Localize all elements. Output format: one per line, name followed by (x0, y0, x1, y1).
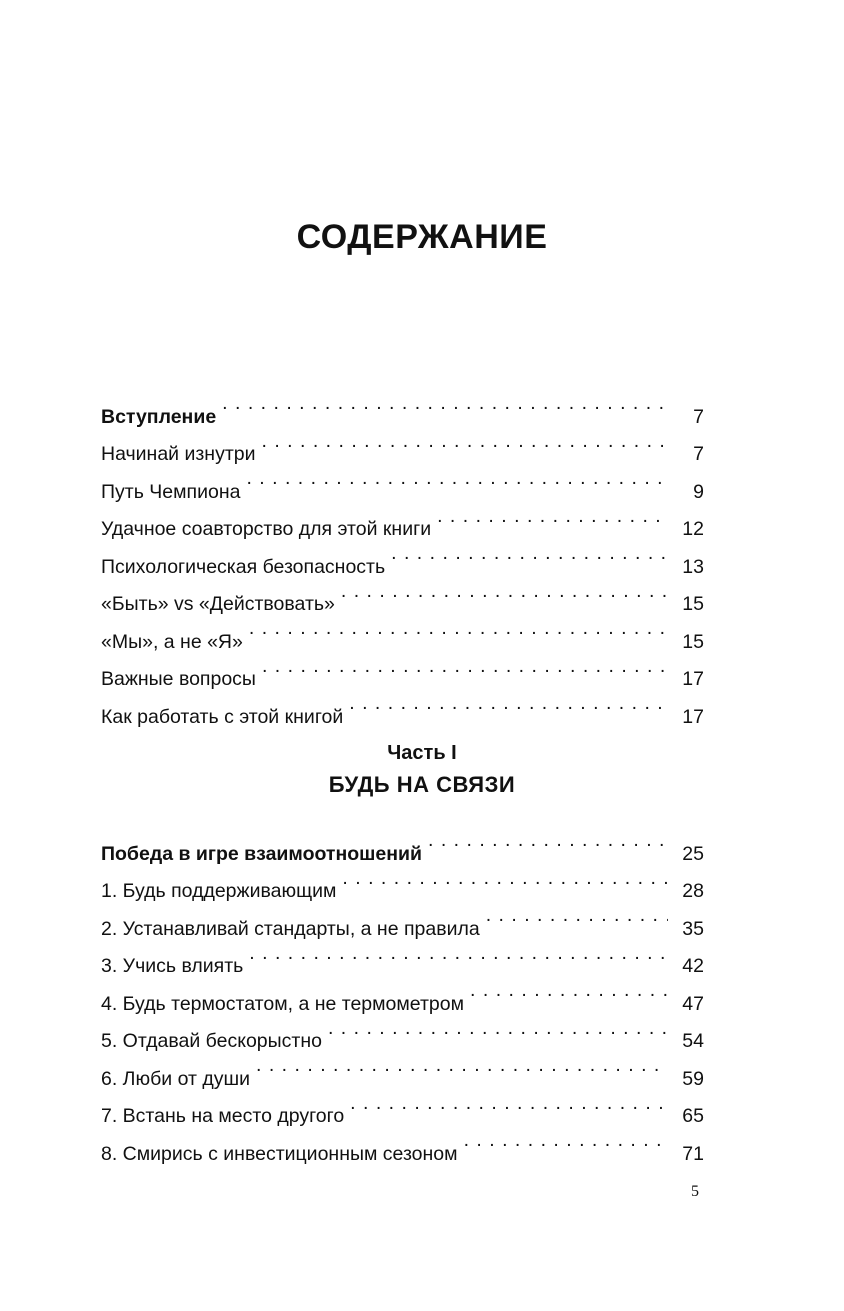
toc-leader-dots (470, 972, 668, 1010)
toc-entry-page: 7 (693, 405, 704, 428)
toc-entry-page: 17 (682, 668, 704, 690)
toc-entry-label: 8. Смирись с инвестиционным сезоном (101, 1142, 458, 1165)
toc-entry-label: 5. Отдавай бескорыстно (101, 1030, 322, 1052)
page-title: СОДЕРЖАНИЕ (296, 218, 548, 256)
page-number: 5 (691, 1183, 699, 1200)
toc-entry-label: Начинай изнутри (101, 443, 256, 465)
toc-entry-label: Важные вопросы (101, 668, 256, 690)
toc-leader-dots (341, 573, 668, 611)
toc-leader-dots (350, 1085, 668, 1123)
toc-entry-label: «Быть» vs «Действовать» (101, 593, 335, 615)
toc-leader-dots (437, 498, 668, 536)
toc-entry-page: 65 (682, 1105, 704, 1127)
toc-leader-dots (262, 423, 669, 461)
toc-entry[interactable] (101, 822, 704, 865)
toc-leader-dots (464, 1122, 668, 1160)
toc-entry-label: 1. Будь поддерживающим (101, 880, 337, 902)
toc-leader-dots (328, 1010, 668, 1048)
toc-entry-page: 59 (682, 1067, 704, 1090)
toc-entry-page: 28 (682, 880, 704, 902)
toc-entry-page: 71 (682, 1142, 704, 1165)
toc-leader-dots (349, 685, 668, 723)
toc-entry-label: 2. Устанавливай стандарты, а не правила (101, 917, 480, 940)
toc-entry-page: 9 (693, 480, 704, 503)
part-label: Часть I (387, 742, 457, 764)
toc-entry-label: Как работать с этой книгой (101, 705, 344, 728)
toc-entry-page: 12 (682, 518, 704, 540)
toc-entry-page: 42 (682, 955, 704, 977)
toc-leader-dots (256, 1047, 668, 1085)
toc-leader-dots (428, 822, 668, 860)
toc-leader-dots (391, 535, 668, 573)
toc-entry-page: 15 (682, 630, 704, 653)
toc-intro-list (101, 385, 704, 728)
toc-leader-dots (222, 385, 668, 423)
toc-part1-list (101, 822, 704, 1165)
toc-entry[interactable] (101, 385, 704, 428)
toc-entry-label: 3. Учись влиять (101, 955, 244, 977)
toc-leader-dots (249, 610, 668, 648)
toc-entry-label: Удачное соавторство для этой книги (101, 518, 432, 540)
part-heading (0, 738, 844, 802)
toc-entry-label: «Мы», а не «Я» (101, 630, 243, 653)
toc-entry-label: 4. Будь термостатом, а не термометром (101, 992, 465, 1015)
toc-leader-dots (249, 935, 668, 973)
toc-entry-page: 7 (693, 443, 704, 465)
toc-entry-label: Победа в игре взаимоотношений (101, 842, 422, 865)
toc-leader-dots (246, 460, 668, 498)
toc-entry-label: 6. Люби от души (101, 1067, 251, 1090)
toc-entry-page: 13 (682, 555, 704, 578)
toc-entry-page: 54 (682, 1030, 704, 1052)
toc-entry-label: Вступление (101, 405, 217, 428)
toc-leader-dots (262, 648, 668, 686)
toc-entry-page: 25 (682, 842, 704, 865)
toc-entry-label: 7. Встань на место другого (101, 1105, 345, 1127)
toc-entry-label: Путь Чемпиона (101, 480, 241, 503)
toc-entry-page: 47 (682, 992, 704, 1015)
part-title: БУДЬ НА СВЯЗИ (328, 772, 516, 797)
toc-entry-page: 15 (682, 593, 704, 615)
toc-entry-page: 35 (682, 917, 704, 940)
toc-entry-label: Психологическая безопасность (101, 555, 386, 578)
toc-leader-dots (486, 897, 668, 935)
toc-entry-page: 17 (682, 705, 704, 728)
toc-leader-dots (342, 860, 668, 898)
